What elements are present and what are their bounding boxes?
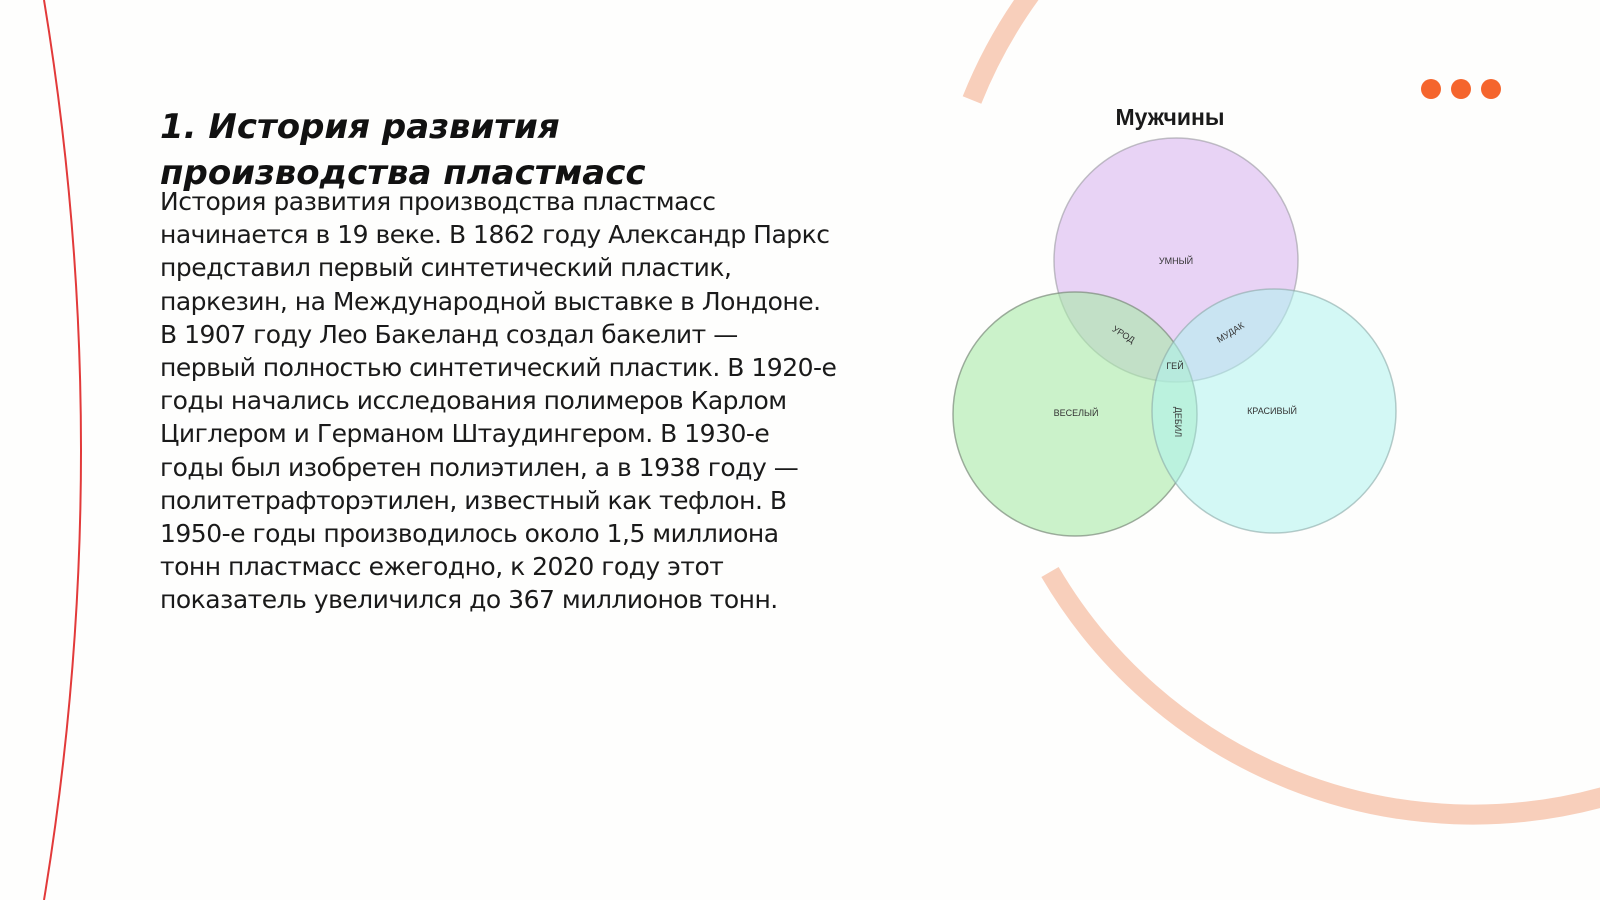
venn-label-funny: ВЕСЕЛЫЙ bbox=[1053, 408, 1099, 418]
venn-svg bbox=[940, 100, 1400, 550]
venn-label-handsome: КРАСИВЫЙ bbox=[1247, 406, 1297, 416]
left-accent-line bbox=[44, 0, 81, 900]
slide-title: 1. История развития производства пластмасс bbox=[160, 107, 646, 193]
dot-icon bbox=[1451, 79, 1471, 99]
menu-dots bbox=[1421, 79, 1501, 99]
dot-icon bbox=[1481, 79, 1501, 99]
venn-label-all: ГЕЙ bbox=[1166, 361, 1184, 371]
dot-icon bbox=[1421, 79, 1441, 99]
slide-body-text: История развития производства пластмасс начинается в 19 веке. В 1862 году Александр Паркс представил первый синтетический пластик, паркезин, на Международной выставке в Лондоне. В 1907 году Лео Бакеланд создал бакелит — первый полностью синтетический пластик. В 1920-е годы начались исследования полимеров Карлом Циглером и Германом Штаудингером. В 1930-е годы был изобретен полиэтилен, а в 1938 году — политетрафторэтилен, известный как тефлон. В 1950-е годы производилось около 1,5 миллиона тонн пластмасс ежегодно, к 2020 году этот показатель увеличился до 367 миллионов тонн. bbox=[160, 187, 837, 615]
decorative-arc-top bbox=[972, 0, 1045, 100]
decorative-arc-bottom bbox=[1050, 572, 1600, 815]
venn-diagram bbox=[940, 100, 1400, 550]
venn-label-funny-handsome: ДЕБИЛ bbox=[1173, 406, 1183, 438]
venn-label-smart: УМНЫЙ bbox=[1158, 256, 1194, 266]
venn-label-smart-handsome: МУДАК bbox=[1214, 320, 1246, 345]
venn-label-smart-funny: УРОД bbox=[1110, 323, 1137, 346]
venn-title: Мужчины bbox=[1115, 104, 1225, 130]
